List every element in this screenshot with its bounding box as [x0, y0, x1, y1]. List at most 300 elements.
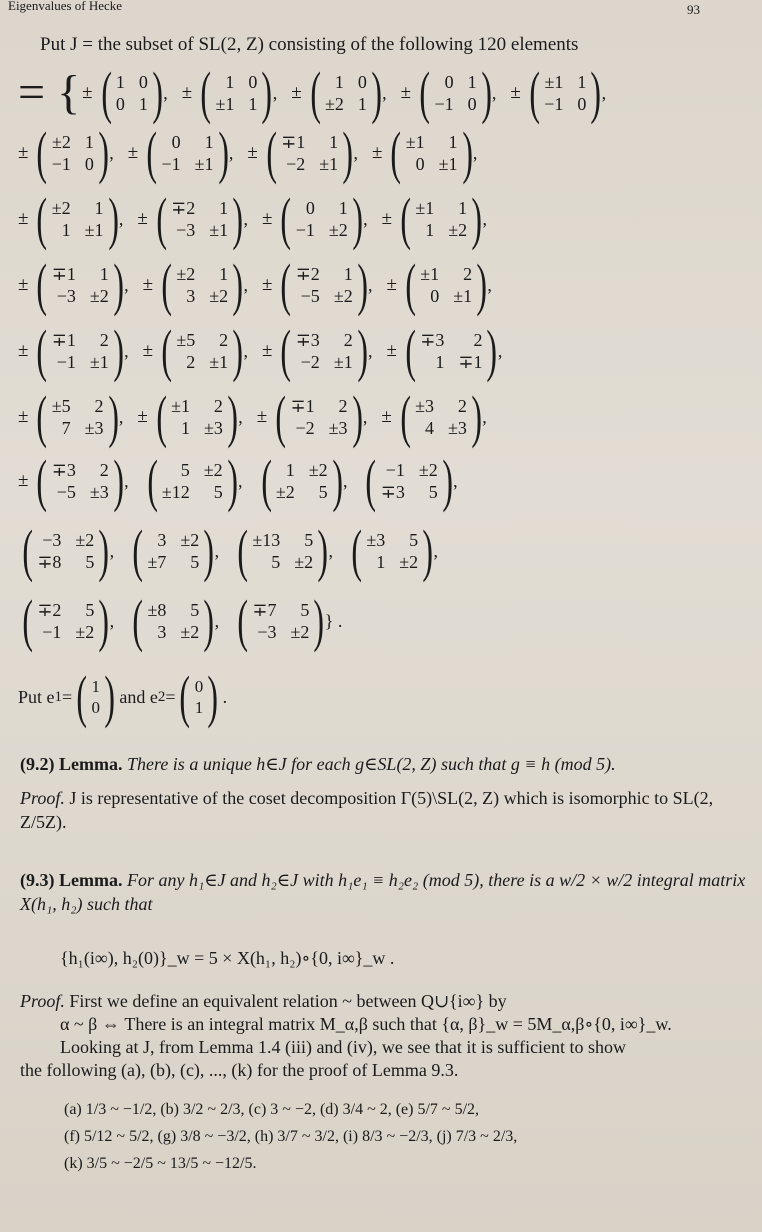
matrix-entry-a: 0 [305, 198, 315, 218]
matrix-entry-a: −3 [42, 530, 62, 550]
matrix-row [18, 518, 452, 583]
matrix-entry-c: −1 [42, 622, 62, 642]
comma: , [433, 540, 438, 561]
open-brace: = { [18, 66, 81, 119]
proof-9-2-text: J is representative of the coset decomposition Γ(5)\SL(2, Z) which is isomorphic to SL(2, Z/5Z). [20, 788, 714, 832]
left-paren: ( [36, 252, 48, 317]
matrix-entry-b: ±2 [75, 530, 95, 550]
right-paren: ) [357, 252, 368, 317]
left-paren: ( [400, 384, 411, 449]
formula-text: {h₁(i∞), h₂(0)}_w = 5 × X(h₁, h₂)∘{0, i∞}_w . [60, 948, 395, 968]
comma: , [124, 274, 129, 295]
proof-9-3-line2: α ~ β ⇔ There is an integral matrix M_α,β such that {α, β}_w = 5M_α,β∘{0, i∞}_w. [60, 1014, 672, 1034]
matrix [18, 588, 115, 653]
plus-minus-sign: ± [291, 82, 302, 103]
plus-minus-sign: ± [127, 142, 139, 163]
matrix-entry-c: 1 [181, 418, 191, 438]
matrix-entry-b: 5 [304, 530, 314, 550]
matrix-entry-b: 5 [190, 600, 200, 620]
matrix-entry-d: ±1 [438, 154, 458, 174]
matrix [18, 186, 124, 251]
matrix-entries [276, 459, 328, 503]
matrix-entry-c: −1 [544, 94, 564, 114]
right-paren: ) [232, 186, 244, 251]
left-paren: ( [22, 518, 33, 583]
matrix-entry-c: −5 [300, 286, 320, 306]
plus-minus-sign: ± [510, 82, 521, 103]
matrix-entry-a: ±2 [176, 264, 196, 284]
right-paren: ) [232, 252, 244, 317]
plus-minus-sign: ± [18, 208, 29, 229]
right-paren: ) [227, 448, 238, 513]
left-paren: ( [36, 448, 48, 513]
equivalence-list [64, 1096, 754, 1177]
plus-minus-sign: ± [371, 142, 383, 163]
matrix-entry-c: 2 [186, 352, 196, 372]
plus-minus-sign: ± [18, 470, 29, 491]
matrix-entry-b: 0 [248, 72, 258, 92]
matrix [247, 120, 358, 185]
matrix-entry-d: 5 [85, 552, 95, 572]
right-paren: ) [113, 448, 124, 513]
matrix-entry-c: −1 [51, 154, 71, 174]
plus-minus-sign: ± [142, 274, 154, 295]
left-paren: ( [132, 588, 144, 653]
matrix-entry-b: 1 [338, 198, 348, 218]
lemma-9-2-text: There is a unique h∈J for each g∈SL(2, Z) such that g ≡ h (mod 5). [126, 754, 616, 774]
comma: , [243, 274, 248, 295]
matrix [361, 448, 458, 513]
e1-bottom: 0 [91, 698, 100, 717]
comma: , [472, 142, 478, 163]
matrix-entry-a: ∓1 [51, 330, 76, 350]
matrix-entry-c: 1 [435, 352, 445, 372]
right-paren: ) [471, 384, 482, 449]
comma: , [482, 208, 487, 229]
matrix-entries [291, 395, 348, 439]
matrix-entries [176, 329, 228, 373]
matrix-entry-d: ±2 [75, 622, 95, 642]
comma: , [214, 540, 220, 561]
matrix-entry-d: 5 [213, 482, 223, 502]
plus-minus-sign: ± [137, 406, 148, 427]
matrix-entry-d: 1 [138, 94, 148, 114]
e2-subscript: 2 [157, 688, 166, 705]
matrix-entries [381, 459, 438, 503]
matrix-entries [162, 131, 214, 175]
matrix-entry-d: ±3 [84, 418, 104, 438]
matrix [261, 186, 368, 251]
proof-9-3-line1: First we define an equivalent relation ~ between Q∪{i∞} by [69, 991, 507, 1011]
comma: , [368, 274, 373, 295]
matrix-entry-d: ∓1 [458, 352, 483, 372]
comma: , [124, 340, 129, 361]
right-paren: ) [476, 252, 488, 317]
matrix-entry-c: 3 [186, 286, 196, 306]
matrix [137, 186, 248, 251]
matrix-entry-a: ∓1 [281, 132, 306, 152]
matrix-entry-a: ±2 [52, 132, 71, 152]
comma: , [118, 406, 124, 427]
matrix-entry-c: ∓3 [380, 482, 405, 502]
matrix-entry-c: −1 [434, 94, 454, 114]
matrix-entry-b: 1 [577, 72, 587, 92]
right-paren: ) [232, 318, 244, 383]
matrix-entries [406, 131, 458, 175]
right-paren: ) [227, 384, 238, 449]
left-paren: ( [237, 518, 249, 583]
left-paren: ( [36, 318, 48, 383]
left-paren: ( [365, 448, 377, 513]
matrix-entries [37, 529, 94, 573]
matrix-entry-b: 2 [463, 264, 473, 284]
matrix-entry-c: ±2 [324, 94, 344, 114]
matrix-entry-d: 5 [190, 552, 200, 572]
matrix [347, 518, 438, 583]
matrix-entries [415, 197, 467, 241]
matrix-row [18, 186, 501, 251]
right-paren: ) [313, 588, 325, 653]
matrix [386, 318, 503, 383]
comma: , [124, 470, 129, 491]
matrix-entry-b: 1 [329, 132, 339, 152]
matrix-entry-c: 4 [424, 418, 434, 438]
matrix-entry-b: 1 [458, 198, 468, 218]
e1-subscript: 1 [54, 688, 63, 705]
equals-sign-2: = [165, 686, 176, 707]
left-paren: ( [200, 60, 212, 125]
matrix-entry-b: 1 [219, 264, 229, 284]
comma: , [109, 610, 115, 631]
matrix [128, 588, 220, 653]
plus-minus-sign: ± [18, 274, 29, 295]
comma: , [342, 470, 348, 491]
matrix-entry-a: 0 [444, 72, 454, 92]
matrix-entry-d: ±3 [447, 418, 467, 438]
comma: , [453, 470, 458, 491]
matrix-entry-c: 5 [271, 552, 281, 572]
matrix [128, 518, 220, 583]
right-paren: ) [98, 518, 110, 583]
plus-minus-sign: ± [386, 274, 397, 295]
matrix-entries [420, 263, 472, 307]
plus-minus-sign: ± [381, 208, 393, 229]
put-e-label: Put e [18, 686, 55, 707]
matrix-entry-d: ±1 [209, 352, 229, 372]
left-paren: ( [280, 186, 292, 251]
matrix-entry-c: 1 [425, 220, 435, 240]
left-paren: ( [36, 186, 48, 251]
right-paren: ) [442, 448, 453, 513]
matrix-entries [147, 599, 199, 643]
matrix-entry-b: 5 [85, 600, 95, 620]
matrix [18, 120, 114, 185]
plus-minus-sign: ± [137, 208, 148, 229]
matrix-row [18, 384, 501, 449]
matrix-entry-d: ±3 [328, 418, 348, 438]
matrix-entry-c: 3 [157, 622, 167, 642]
e2-bottom: 1 [194, 698, 204, 717]
matrix [137, 384, 243, 449]
comma: , [272, 82, 278, 103]
matrix-entries [296, 329, 353, 373]
matrix-entries [415, 395, 467, 439]
matrix-entry-d: ±1 [209, 220, 229, 240]
matrix-entry-c: 7 [61, 418, 71, 438]
comma: , [491, 82, 497, 103]
matrix-entry-d: ±2 [209, 286, 229, 306]
matrix-entry-b: 1 [467, 72, 477, 92]
plus-minus-sign: ± [247, 142, 258, 163]
left-paren: ( [161, 318, 172, 383]
left-paren: ( [132, 518, 144, 583]
left-paren: ( [529, 60, 540, 125]
matrix-entry-c: ±12 [161, 482, 190, 502]
proof-9-3-label: Proof. [20, 991, 65, 1011]
comma: , [482, 406, 487, 427]
matrix-entry-a: ±1 [420, 264, 440, 284]
matrix-entry-b: 1 [84, 132, 94, 152]
running-title: Eigenvalues of Hecke [8, 0, 123, 13]
left-paren: ( [275, 384, 287, 449]
matrix-entries [37, 599, 94, 643]
matrix-entry-a: ±5 [176, 330, 196, 350]
matrix-entry-a: 3 [157, 530, 167, 550]
lemma-9-2-label: (9.2) Lemma. [20, 754, 123, 774]
matrix-entries [162, 459, 223, 503]
matrix [381, 384, 487, 449]
left-paren: ( [405, 318, 416, 383]
matrix-entries [171, 197, 228, 241]
matrix-entries [52, 459, 109, 503]
left-paren: ( [161, 252, 172, 317]
matrix-entry-c: −1 [56, 352, 76, 372]
matrix-entry-c: 0 [115, 94, 125, 114]
matrix-entry-a: ∓3 [295, 330, 320, 350]
matrix-entry-d: ±2 [448, 220, 468, 240]
equals-sign: = [62, 686, 73, 707]
matrix [261, 252, 373, 317]
matrix-entry-d: 0 [577, 94, 587, 114]
matrix-entry-a: −1 [385, 460, 405, 480]
matrix-entry-b: 1 [99, 264, 109, 284]
left-paren: ( [22, 588, 33, 653]
left-paren: ( [156, 384, 167, 449]
proof-9-3 [20, 990, 750, 1082]
matrix-row [18, 252, 506, 317]
left-paren: ( [280, 318, 292, 383]
matrix [18, 448, 129, 513]
matrix-entry-d: 0 [467, 94, 477, 114]
plus-minus-sign: ± [261, 208, 273, 229]
matrix-entry-c: −2 [300, 352, 320, 372]
matrix-entry-a: ∓2 [37, 600, 62, 620]
right-paren: ) [113, 318, 124, 383]
matrix-entry-b: 2 [99, 330, 109, 350]
comma: , [243, 208, 248, 229]
close-brace: } . [324, 610, 343, 631]
right-paren: ) [107, 186, 119, 251]
matrix-entry-a: 0 [171, 132, 181, 152]
matrix-entry-b: 5 [300, 600, 310, 620]
matrix-entry-c: −1 [295, 220, 315, 240]
left-paren: ( [405, 252, 416, 317]
list-item: (k) 3/5 ~ −2/5 ~ 13/5 ~ −12/5. [64, 1155, 257, 1172]
matrix-entries [434, 71, 476, 115]
right-paren: ) [486, 318, 498, 383]
matrix-entry-d: ±1 [194, 154, 214, 174]
matrix-entry-b: ±2 [203, 460, 223, 480]
comma: , [109, 540, 115, 561]
matrix-entry-d: 0 [84, 154, 94, 174]
matrix [127, 120, 234, 185]
comma: , [362, 406, 368, 427]
matrix-entries [52, 263, 109, 307]
matrix-entry-c: −3 [56, 286, 76, 306]
right-paren: ) [480, 60, 492, 125]
left-paren: ( [146, 448, 158, 513]
matrix-entry-d: ±2 [294, 552, 314, 572]
matrix-row [18, 588, 356, 653]
matrix-entry-c: ±2 [275, 482, 295, 502]
matrix [233, 588, 343, 653]
comma: , [243, 340, 248, 361]
comma: , [601, 82, 607, 103]
matrix-entry-a: ∓3 [51, 460, 76, 480]
matrix-entries [171, 395, 223, 439]
matrix [142, 318, 248, 383]
matrix [82, 60, 168, 125]
matrix-entry-d: ±3 [89, 482, 109, 502]
right-paren: ) [107, 384, 119, 449]
left-paren: ( [146, 120, 158, 185]
matrix-entry-b: 5 [409, 530, 419, 550]
basis-vectors: Put e 1 = ( 1 0 ) and e 2 = ( 0 1 ) . [18, 664, 228, 729]
matrix-entry-c: 0 [430, 286, 440, 306]
proof-9-3-line3: Looking at J, from Lemma 1.4 (iii) and (iv), we see that it is sufficient to show [60, 1037, 627, 1057]
matrix-entries [544, 71, 586, 115]
matrix-entry-d: 1 [248, 94, 258, 114]
matrix-entries [52, 395, 104, 439]
matrix-entries [52, 131, 94, 175]
matrix-entry-b: 2 [94, 396, 104, 416]
list-item: (f) 5/12 ~ 5/2, (g) 3/8 ~ −3/2, (h) 3/7 ~ 3/2, (i) 8/3 ~ −2/3, (j) 7/3 ~ 2/3, [64, 1128, 518, 1145]
matrix-entry-c: ±7 [147, 552, 167, 572]
comma: , [109, 142, 114, 163]
left-paren: ( [419, 60, 431, 125]
comma: , [497, 340, 503, 361]
plus-minus-sign: ± [82, 82, 93, 103]
right-paren: ) [113, 252, 124, 317]
e1-top: 1 [91, 677, 100, 696]
matrix-entry-d: ±2 [290, 622, 310, 642]
matrix-entry-d: ±2 [180, 622, 200, 642]
list-item: (a) 1/3 ~ −1/2, (b) 3/2 ~ 2/3, (c) 3 ~ −2, (d) 3/4 ~ 2, (e) 5/7 ~ 5/2, [64, 1101, 480, 1118]
comma: , [363, 208, 368, 229]
matrix-entry-d: ±2 [399, 552, 419, 572]
matrix-entry-a: ±1 [405, 132, 425, 152]
and-e-label: and e [119, 686, 158, 707]
matrix-entry-d: ±2 [328, 220, 348, 240]
right-paren: ) [352, 186, 363, 251]
left-paren: ( [390, 120, 402, 185]
matrix [18, 384, 124, 449]
matrix-entries [147, 529, 199, 573]
intro-sentence: Put J = the subset of SL(2, Z) consisting of the following 120 elements [40, 34, 579, 55]
matrix-entry-c: 0 [415, 154, 425, 174]
comma: , [238, 470, 243, 491]
right-paren: ) [98, 588, 110, 653]
matrix [257, 448, 348, 513]
proof-9-2 [20, 786, 750, 834]
matrix-entry-a: ∓1 [51, 264, 76, 284]
matrix [233, 518, 334, 583]
matrix [18, 318, 129, 383]
right-paren: ) [342, 120, 354, 185]
matrix-entry-c: ∓8 [37, 552, 62, 572]
matrix-entry-b: 2 [343, 330, 353, 350]
matrix-entries [215, 71, 257, 115]
matrix-entry-d: ±1 [453, 286, 473, 306]
matrix-entry-b: ±2 [308, 460, 328, 480]
matrix-entries [420, 329, 482, 373]
matrix-entry-a: 1 [115, 72, 125, 92]
left-paren: ( [156, 186, 167, 251]
matrix [142, 252, 248, 317]
matrix [381, 186, 487, 251]
matrix-row [18, 448, 472, 513]
comma: , [118, 208, 124, 229]
matrix-entries [296, 263, 353, 307]
left-paren: ( [280, 252, 292, 317]
matrix-entry-b: ±2 [418, 460, 438, 480]
matrix-entry-d: ±2 [89, 286, 109, 306]
right-paren: ) [152, 60, 163, 125]
e2-top: 0 [194, 677, 204, 696]
left-paren: ( [266, 120, 277, 185]
matrix-entry-a: ±1 [544, 72, 564, 92]
lemma-9-3-formula [60, 946, 750, 970]
matrix [18, 518, 115, 583]
matrix-entry-c: −3 [176, 220, 196, 240]
plus-minus-sign: ± [181, 82, 193, 103]
matrix-entry-b: 1 [343, 264, 353, 284]
matrix-entry-d: ±1 [333, 352, 353, 372]
matrix-entry-b: 1 [204, 132, 214, 152]
right-paren: ) [590, 60, 602, 125]
matrix-entries [252, 599, 309, 643]
matrix-entry-a: ±2 [51, 198, 71, 218]
left-paren: ( [237, 588, 249, 653]
matrix-entry-a: ±3 [415, 396, 434, 416]
plus-minus-sign: ± [261, 274, 273, 295]
matrix-entry-a: 1 [225, 72, 235, 92]
matrix-row [18, 60, 620, 125]
right-paren: ) [461, 120, 473, 185]
matrix-entries [116, 71, 148, 115]
matrix-entry-d: 5 [318, 482, 328, 502]
matrix-entry-b: ±2 [180, 530, 200, 550]
matrix-entry-d: ±1 [84, 220, 104, 240]
left-paren: ( [309, 60, 321, 125]
proof-9-2-label: Proof. [20, 788, 65, 808]
matrix-entry-a: ∓7 [252, 600, 277, 620]
matrix-entry-c: 1 [376, 552, 386, 572]
comma: , [353, 142, 358, 163]
comma: , [228, 142, 234, 163]
matrix-row [18, 120, 491, 185]
matrix-entry-c: −2 [286, 154, 306, 174]
